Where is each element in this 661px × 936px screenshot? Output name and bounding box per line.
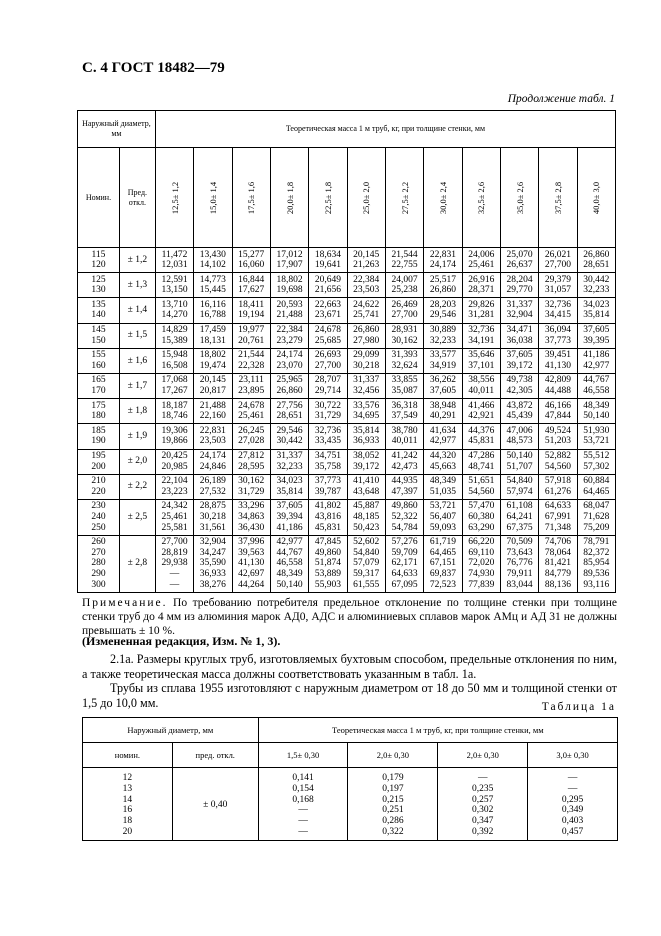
cell-mass: 13,430 14,102 [194, 248, 232, 273]
cell-mass: 20,425 20,985 [155, 449, 193, 474]
cell-mass: 43,872 45,439 [500, 399, 538, 424]
cell-mass: 42,977 44,767 46,558 48,349 50,140 [270, 535, 308, 592]
cell-diameters: 165 170 [78, 373, 120, 398]
thickness-1a-label: 3,0± 0,30 [528, 743, 618, 768]
table-row [78, 298, 616, 323]
mass-table-1a [82, 717, 618, 841]
cell-mass: 45,887 48,185 50,423 [347, 499, 385, 535]
thickness-header [155, 148, 193, 248]
thickness-header [577, 148, 615, 248]
cell-mass: 44,320 45,663 [424, 449, 462, 474]
cell-tolerance: ± 2,8 [119, 535, 155, 592]
table-row [78, 348, 616, 373]
thickness-label: 20,0± 1,8 [284, 181, 295, 214]
cell-mass: 36,094 37,773 [539, 323, 577, 348]
cell-tolerance: ± 2,2 [119, 474, 155, 499]
cell-mass: 33,855 35,087 [385, 373, 423, 398]
cell-mass: 52,602 54,840 57,079 59,317 61,555 [347, 535, 385, 592]
page-header: С. 4 ГОСТ 18482—79 [82, 60, 225, 76]
cell-mass: 26,916 28,371 [462, 273, 500, 298]
cell-mass: 30,889 32,233 [424, 323, 462, 348]
cell-mass: 38,556 40,011 [462, 373, 500, 398]
cell-mass: 16,844 17,627 [232, 273, 270, 298]
cell-mass: 35,814 36,933 [347, 424, 385, 449]
cell-mass: 13,710 14,270 [155, 298, 193, 323]
thickness-header [462, 148, 500, 248]
cell-mass: 24,622 25,741 [347, 298, 385, 323]
cell-mass: 41,410 43,648 [347, 474, 385, 499]
cell-mass: 19,977 20,761 [232, 323, 270, 348]
cell-mass: 22,384 23,279 [270, 323, 308, 348]
thickness-label: 15,0± 1,4 [207, 181, 218, 214]
cell-tolerance: ± 2,0 [119, 449, 155, 474]
cell-mass: 24,006 25,461 [462, 248, 500, 273]
cell-mass: 38,780 40,011 [385, 424, 423, 449]
cell-mass: 21,544 22,755 [385, 248, 423, 273]
mass-table [77, 110, 616, 593]
cell-mass: 51,930 53,721 [577, 424, 615, 449]
cell-mass: 30,162 31,729 [232, 474, 270, 499]
note-label: Примечание. [82, 597, 168, 609]
cell-mass: 15,277 16,060 [232, 248, 270, 273]
table-row [78, 373, 616, 398]
cell-mass: 28,203 29,546 [424, 298, 462, 323]
header-outer-diameter: Наружный диаметр, мм [78, 111, 156, 148]
cell-mass: 19,306 19,866 [155, 424, 193, 449]
cell-mass: 20,649 21,656 [309, 273, 347, 298]
cell-mass: 34,751 35,758 [309, 449, 347, 474]
cell-mass: 20,593 21,488 [270, 298, 308, 323]
cell-mass: 57,276 59,709 62,171 64,633 67,095 [385, 535, 423, 592]
cell-mass: 74,706 78,064 81,421 84,779 88,136 [539, 535, 577, 592]
thickness-label: 12,5± 1,2 [169, 181, 180, 214]
cell-mass: 23,111 23,895 [232, 373, 270, 398]
cell-mass: 20,145 20,817 [194, 373, 232, 398]
table-row [78, 474, 616, 499]
cell-diameters: 155 160 [78, 348, 120, 373]
cell-mass: 28,204 29,770 [500, 273, 538, 298]
cell-tolerance: ± 0,40 [172, 768, 258, 841]
table-row [78, 535, 616, 592]
cell-mass: 46,166 47,844 [539, 399, 577, 424]
cell-mass: 66,220 69,110 72,020 74,930 77,839 [462, 535, 500, 592]
table-row [78, 323, 616, 348]
cell-mass: 61,108 64,241 67,375 [500, 499, 538, 535]
cell-mass: 29,826 31,281 [462, 298, 500, 323]
cell-mass: 18,634 19,641 [309, 248, 347, 273]
cell-mass: 38,052 39,172 [347, 449, 385, 474]
cell-mass: 21,488 22,160 [194, 399, 232, 424]
cell-mass: 26,860 28,651 [577, 248, 615, 273]
cell-mass: 33,577 34,919 [424, 348, 462, 373]
cell-mass: — — 0,295 0,349 0,403 0,457 [528, 768, 618, 841]
thickness-header [309, 148, 347, 248]
thickness-1a-label: 2,0± 0,30 [348, 743, 438, 768]
cell-mass: 16,116 16,788 [194, 298, 232, 323]
cell-mass: 44,767 46,558 [577, 373, 615, 398]
cell-mass: 18,411 19,194 [232, 298, 270, 323]
changed-edition: (Измененная редакция, Изм. № 1, 3). [82, 634, 281, 648]
cell-mass: 32,736 33,435 [309, 424, 347, 449]
cell-tolerance: ± 1,9 [119, 424, 155, 449]
cell-diameters: 210 220 [78, 474, 120, 499]
cell-mass: 14,829 15,389 [155, 323, 193, 348]
cell-mass: 17,068 17,267 [155, 373, 193, 398]
cell-mass: — 0,235 0,257 0,302 0,347 0,392 [438, 768, 528, 841]
thickness-header [270, 148, 308, 248]
cell-mass: 26,189 27,532 [194, 474, 232, 499]
cell-mass: 41,466 42,921 [462, 399, 500, 424]
cell-diameters: 195 200 [78, 449, 120, 474]
cell-mass: 34,023 35,814 [577, 298, 615, 323]
cell-mass: 14,773 15,445 [194, 273, 232, 298]
table-row [78, 248, 616, 273]
table-continued-label: Продолжение табл. 1 [507, 93, 615, 105]
thickness-label: 40,0± 3,0 [591, 181, 602, 214]
cell-tolerance: ± 1,7 [119, 373, 155, 398]
paragraph-2-1a: 2.1а. Размеры круглых труб, изготовляемых бухтовым способом, предельные отклонения по ним, а также теоретическая масса должны соответствовать указанным в табл. 1а. [82, 652, 617, 681]
header-1a-nominal: номин. [83, 743, 173, 768]
cell-mass: 33,576 34,695 [347, 399, 385, 424]
cell-mass: 24,678 25,461 [232, 399, 270, 424]
cell-diameters: 145 150 [78, 323, 120, 348]
table-row [78, 424, 616, 449]
header-1a-mass: Теоретическая масса 1 м труб, кг, при толщине стенки, мм [258, 718, 617, 743]
thickness-label: 22,5± 1,8 [322, 181, 333, 214]
cell-mass: 33,296 34,863 36,430 [232, 499, 270, 535]
cell-mass: 28,931 30,162 [385, 323, 423, 348]
cell-mass: 50,140 51,707 [500, 449, 538, 474]
cell-mass: 39,451 41,130 [539, 348, 577, 373]
cell-mass: 42,809 44,488 [539, 373, 577, 398]
cell-mass: 34,471 36,038 [500, 323, 538, 348]
cell-mass: 64,633 67,991 71,348 [539, 499, 577, 535]
header-tolerance: Пред. откл. [119, 148, 155, 248]
cell-diameters: 175 180 [78, 399, 120, 424]
cell-mass: 54,840 57,974 [500, 474, 538, 499]
cell-mass: 17,012 17,907 [270, 248, 308, 273]
cell-mass: 26,693 27,700 [309, 348, 347, 373]
cell-mass: 61,719 64,465 67,151 69,837 72,523 [424, 535, 462, 592]
cell-mass: 44,935 47,397 [385, 474, 423, 499]
thickness-header [424, 148, 462, 248]
thickness-label: 25,0± 2,0 [361, 181, 372, 214]
cell-mass: 47,006 48,573 [500, 424, 538, 449]
cell-mass: 28,707 29,714 [309, 373, 347, 398]
cell-tolerance: ± 1,2 [119, 248, 155, 273]
table-row [78, 499, 616, 535]
table-note [82, 596, 617, 638]
cell-diameters: 185 190 [78, 424, 120, 449]
cell-diameters: 115 120 [78, 248, 120, 273]
cell-mass: 47,286 48,741 [462, 449, 500, 474]
cell-mass: 49,738 42,305 [500, 373, 538, 398]
cell-diameters: 125 130 [78, 273, 120, 298]
cell-mass: 37,605 39,394 41,186 [270, 499, 308, 535]
cell-mass: 29,379 31,057 [539, 273, 577, 298]
cell-mass: 0,141 0,154 0,168 — — — [258, 768, 348, 841]
cell-mass: 22,663 23,671 [309, 298, 347, 323]
cell-mass: 24,007 25,238 [385, 273, 423, 298]
cell-mass: 24,174 24,846 [194, 449, 232, 474]
table-row [78, 449, 616, 474]
header-1a-outer-diameter: Наружный диаметр, мм [83, 718, 259, 743]
cell-mass: 27,756 28,651 [270, 399, 308, 424]
cell-tolerance: ± 1,8 [119, 399, 155, 424]
thickness-label: 17,5± 1,6 [246, 181, 257, 214]
cell-mass: 41,634 42,977 [424, 424, 462, 449]
header-nominal: Номин. [78, 148, 120, 248]
cell-mass: 24,342 25,461 25,581 [155, 499, 193, 535]
cell-mass: 18,187 18,746 [155, 399, 193, 424]
cell-mass: 31,337 32,233 [270, 449, 308, 474]
cell-mass: 57,918 61,276 [539, 474, 577, 499]
cell-mass: 48,349 50,140 [577, 399, 615, 424]
cell-mass: 29,546 30,442 [270, 424, 308, 449]
cell-mass: 38,948 40,291 [424, 399, 462, 424]
cell-mass: 26,245 27,028 [232, 424, 270, 449]
cell-diameters: 12 13 14 16 18 20 [83, 768, 173, 841]
cell-mass: 0,179 0,197 0,215 0,251 0,286 0,322 [348, 768, 438, 841]
cell-mass: 34,023 35,814 [270, 474, 308, 499]
thickness-header [347, 148, 385, 248]
cell-mass: 25,965 26,860 [270, 373, 308, 398]
cell-mass: 22,831 24,174 [424, 248, 462, 273]
cell-mass: 20,145 21,263 [347, 248, 385, 273]
cell-mass: 37,605 39,172 [500, 348, 538, 373]
cell-mass: 30,722 31,729 [309, 399, 347, 424]
cell-mass: 55,512 57,302 [577, 449, 615, 474]
cell-mass: 15,948 16,508 [155, 348, 193, 373]
cell-mass: 49,524 51,203 [539, 424, 577, 449]
thickness-label: 30,0± 2,4 [437, 181, 448, 214]
cell-mass: 26,860 27,980 [347, 323, 385, 348]
cell-mass: 41,242 42,473 [385, 449, 423, 474]
thickness-label: 37,5± 2,8 [552, 181, 563, 214]
thickness-header [539, 148, 577, 248]
cell-mass: 41,186 42,977 [577, 348, 615, 373]
cell-mass: 52,882 54,560 [539, 449, 577, 474]
thickness-header [194, 148, 232, 248]
cell-mass: 53,721 56,407 59,093 [424, 499, 462, 535]
cell-tolerance: ± 1,4 [119, 298, 155, 323]
cell-mass: 28,875 30,218 31,561 [194, 499, 232, 535]
cell-mass: 31,337 32,456 [347, 373, 385, 398]
cell-mass: 49,860 52,322 54,784 [385, 499, 423, 535]
cell-mass: 12,591 13,150 [155, 273, 193, 298]
cell-mass: 32,736 34,191 [462, 323, 500, 348]
cell-mass: 32,904 34,247 35,590 36,933 38,276 [194, 535, 232, 592]
thickness-label: 35,0± 2,6 [514, 181, 525, 214]
cell-tolerance: ± 1,3 [119, 273, 155, 298]
cell-mass: 31,337 32,904 [500, 298, 538, 323]
cell-tolerance: ± 1,6 [119, 348, 155, 373]
cell-mass: 68,047 71,628 75,209 [577, 499, 615, 535]
cell-mass: 22,104 23,223 [155, 474, 193, 499]
cell-mass: 48,349 51,035 [424, 474, 462, 499]
note-text: По требованию потребителя предельное отклонение по толщине стенки при толщине стенки труб до 4 мм из алюминия марок АД0, АДС и алюминиевых сплавов марок АМц и АД 31 не должны превышать ± 10 %. [82, 597, 617, 637]
thickness-header [385, 148, 423, 248]
cell-mass: 11,472 12,031 [155, 248, 193, 273]
cell-mass: 25,070 26,637 [500, 248, 538, 273]
cell-mass: 26,021 27,700 [539, 248, 577, 273]
cell-mass: 29,099 30,218 [347, 348, 385, 373]
cell-mass: 27,812 28,595 [232, 449, 270, 474]
cell-mass: 51,651 54,560 [462, 474, 500, 499]
table-1a-caption: Таблица 1а [541, 701, 616, 713]
thickness-1a-label: 1,5± 0,30 [258, 743, 348, 768]
cell-mass: 26,469 27,700 [385, 298, 423, 323]
cell-mass: 30,442 32,233 [577, 273, 615, 298]
cell-mass: 22,831 23,503 [194, 424, 232, 449]
cell-mass: 36,318 37,549 [385, 399, 423, 424]
cell-diameters: 260 270 280 290 300 [78, 535, 120, 592]
cell-mass: 27,700 28,819 29,938 — — [155, 535, 193, 592]
cell-mass: 31,393 32,624 [385, 348, 423, 373]
cell-mass: 24,678 25,685 [309, 323, 347, 348]
cell-mass: 35,646 37,101 [462, 348, 500, 373]
cell-diameters: 230 240 250 [78, 499, 120, 535]
thickness-header [500, 148, 538, 248]
cell-mass: 32,736 34,415 [539, 298, 577, 323]
cell-mass: 47,845 49,860 51,874 53,889 55,903 [309, 535, 347, 592]
cell-mass: 70,509 73,643 76,776 79,911 83,044 [500, 535, 538, 592]
cell-tolerance: ± 1,5 [119, 323, 155, 348]
cell-mass: 60,884 64,465 [577, 474, 615, 499]
cell-mass: 24,174 23,070 [270, 348, 308, 373]
cell-mass: 17,459 18,131 [194, 323, 232, 348]
cell-mass: 21,544 22,328 [232, 348, 270, 373]
cell-mass: 41,802 43,816 45,831 [309, 499, 347, 535]
cell-tolerance: ± 2,5 [119, 499, 155, 535]
cell-mass: 22,384 23,503 [347, 273, 385, 298]
cell-mass: 18,802 19,698 [270, 273, 308, 298]
paragraph-alloy-1955: Трубы из сплава 1955 изготовляют с наружным диаметром от 18 до 50 мм и толщиной стенки от 1,5 до 10,0 мм. [82, 681, 617, 710]
thickness-label: 27,5± 2,2 [399, 181, 410, 214]
thickness-label: 32,5± 2,6 [476, 181, 487, 214]
cell-mass: 78,791 82,372 85,954 89,536 93,116 [577, 535, 615, 592]
cell-mass: 37,773 39,787 [309, 474, 347, 499]
header-mass: Теоретическая масса 1 м труб, кг, при толщине стенки, мм [155, 111, 615, 148]
thickness-1a-label: 2,0± 0,30 [438, 743, 528, 768]
thickness-header [232, 148, 270, 248]
cell-mass: 57,470 60,380 63,290 [462, 499, 500, 535]
cell-mass: 44,376 45,831 [462, 424, 500, 449]
cell-mass: 18,802 19,474 [194, 348, 232, 373]
cell-diameters: 135 140 [78, 298, 120, 323]
cell-mass: 25,517 26,860 [424, 273, 462, 298]
cell-mass: 36,262 37,605 [424, 373, 462, 398]
cell-mass: 37,996 39,563 41,130 42,697 44,264 [232, 535, 270, 592]
table-row [78, 273, 616, 298]
header-1a-tolerance: пред. откл. [172, 743, 258, 768]
table-row [78, 399, 616, 424]
cell-mass: 37,605 39,395 [577, 323, 615, 348]
